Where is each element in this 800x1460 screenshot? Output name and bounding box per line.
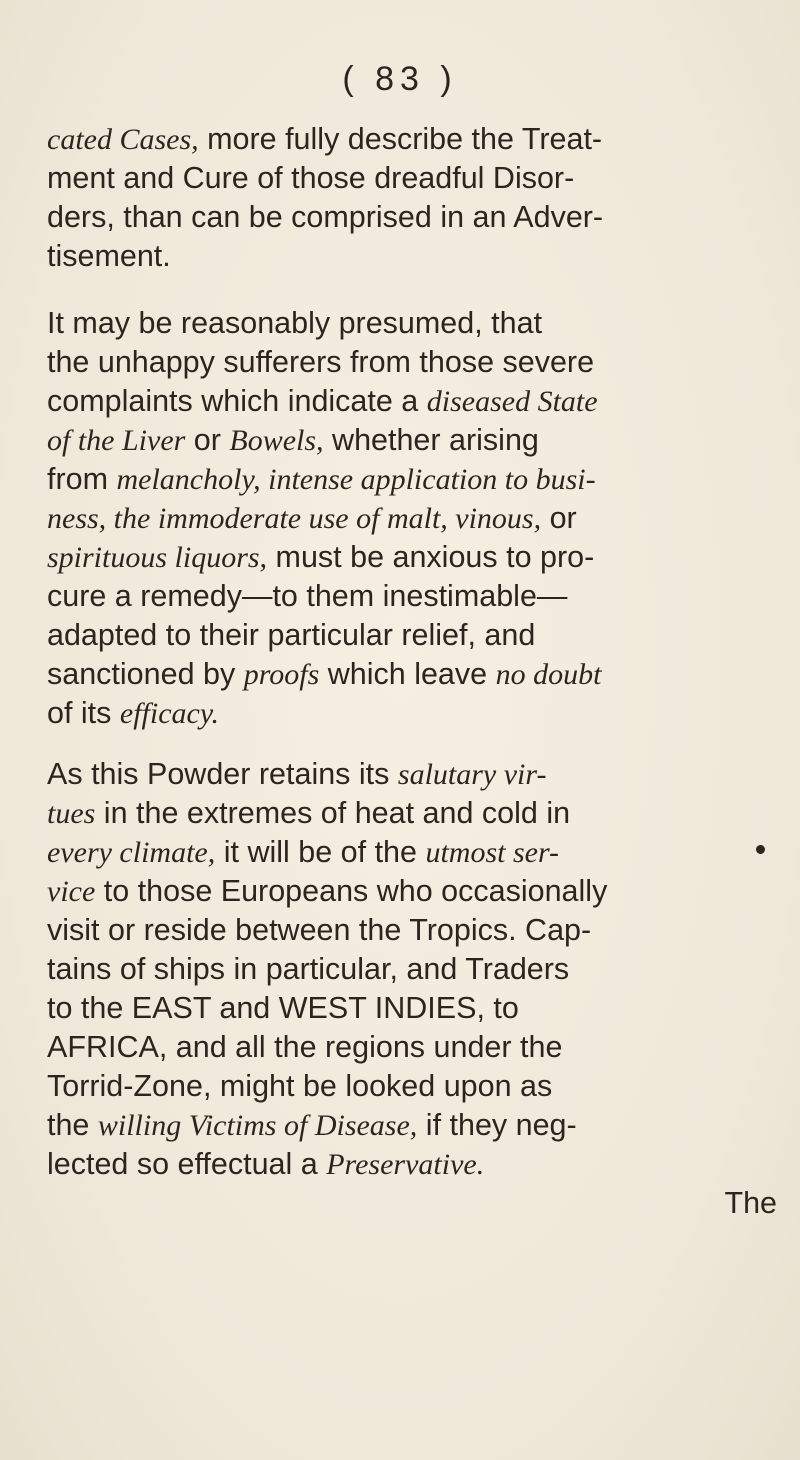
- italic-span: diseased State: [426, 385, 598, 418]
- paragraph: [47, 755, 777, 1184]
- text-span: if they neg-: [417, 1108, 577, 1142]
- text-span: tisement.: [47, 239, 171, 273]
- text-span: more fully describe the Treat-: [198, 122, 603, 156]
- italic-span: proofs: [243, 658, 320, 691]
- text-span: the unhappy sufferers from those severe: [47, 345, 595, 379]
- text-span: from: [47, 462, 117, 496]
- italic-span: Preservative.: [326, 1148, 485, 1181]
- text-span: to the EAST and WEST INDIES, to: [47, 991, 519, 1025]
- italic-span: vice: [47, 875, 96, 908]
- text-line: [47, 911, 777, 950]
- text-span: sanctioned by: [47, 657, 244, 691]
- text-line: [47, 1028, 777, 1067]
- text-line: [47, 1145, 777, 1184]
- text-span: lected so effectual a: [47, 1147, 327, 1181]
- text-span: AFRICA, and all the regions under the: [47, 1030, 563, 1064]
- italic-span: ness, the immoderate use of malt, vinous,: [47, 502, 542, 535]
- text-span: of its: [47, 696, 120, 730]
- text-span: It may be reasonably presumed, that: [47, 306, 543, 340]
- text-span: or: [541, 501, 577, 535]
- text-line: [47, 382, 777, 421]
- paragraph: [47, 304, 777, 733]
- text-line: [47, 343, 777, 382]
- body-text: [47, 120, 777, 1223]
- text-line: [47, 833, 777, 872]
- italic-span: tues: [47, 797, 96, 830]
- text-line: [47, 159, 777, 198]
- text-span: to those Europeans who occasionally: [95, 874, 608, 908]
- text-span: adapted to their particular relief, and: [47, 618, 536, 652]
- text-line: [47, 794, 777, 833]
- text-span: or: [185, 423, 230, 457]
- italic-span: every climate,: [47, 836, 216, 869]
- text-span: As this Powder retains its: [47, 757, 398, 791]
- text-span: must be anxious to pro-: [267, 540, 595, 574]
- text-line: [47, 237, 777, 276]
- text-span: complaints which indicate a: [47, 384, 427, 418]
- margin-dot: [756, 845, 765, 854]
- italic-span: no doubt: [495, 658, 602, 691]
- italic-span: willing Victims of Disease,: [97, 1109, 418, 1142]
- text-line: [47, 989, 777, 1028]
- text-line: [47, 499, 777, 538]
- text-span: ders, than can be comprised in an Adver-: [47, 200, 604, 234]
- text-span: ment and Cure of those dreadful Disor-: [47, 161, 575, 195]
- text-line: [47, 120, 777, 159]
- text-span: it will be of the: [215, 835, 426, 869]
- text-line: [47, 538, 777, 577]
- text-line: [47, 460, 777, 499]
- italic-span: of the Liver: [47, 424, 186, 457]
- text-span: in the extremes of heat and cold in: [95, 796, 571, 830]
- text-line: [47, 421, 777, 460]
- text-line: [47, 655, 777, 694]
- italic-span: efficacy.: [119, 697, 220, 730]
- text-line: [47, 1106, 777, 1145]
- italic-span: cated Cases,: [47, 123, 199, 156]
- text-span: cure a remedy—to them inestimable—: [47, 579, 568, 613]
- text-span: the: [47, 1108, 98, 1142]
- paragraph: [47, 120, 777, 276]
- text-line: [47, 694, 777, 733]
- italic-span: Bowels,: [229, 424, 324, 457]
- catchword: The: [724, 1186, 777, 1220]
- italic-span: melancholy, intense application to busi-: [116, 463, 596, 496]
- text-span: which leave: [319, 657, 496, 691]
- italic-span: spirituous liquors,: [47, 541, 268, 574]
- text-line: [47, 872, 777, 911]
- text-line: [47, 198, 777, 237]
- text-line: [47, 1067, 777, 1106]
- italic-span: salutary vir-: [397, 758, 547, 791]
- text-line: [47, 755, 777, 794]
- text-line: [47, 616, 777, 655]
- text-span: tains of ships in particular, and Traders: [47, 952, 570, 986]
- italic-span: utmost ser-: [425, 836, 560, 869]
- page-number: ( 83 ): [342, 60, 458, 98]
- text-span: Torrid-Zone, might be looked upon as: [47, 1069, 553, 1103]
- text-span: whether arising: [323, 423, 539, 457]
- text-line: [47, 304, 777, 343]
- text-span: visit or reside between the Tropics. Cap-: [47, 913, 592, 947]
- text-line: [47, 950, 777, 989]
- text-line: [47, 577, 777, 616]
